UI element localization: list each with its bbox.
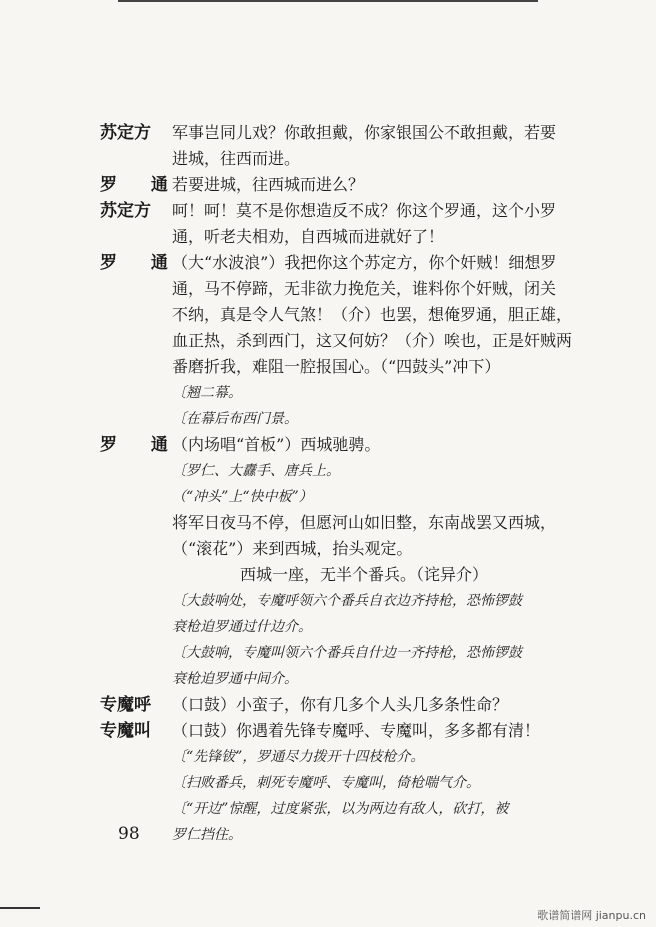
verse-block: [100, 510, 620, 588]
speech-text: [172, 172, 620, 198]
speaker-name: 苏定方: [100, 201, 151, 221]
speech-text: [172, 718, 620, 744]
speaker-name: 专魔呼: [100, 695, 151, 715]
speech-line: 若要进城，往西城而进么？: [172, 175, 365, 194]
speech-line: 军事岂同儿戏？你敢担戴，你家银国公不敢担戴，若要: [172, 123, 557, 142]
stage-line: 〔翘二幕。: [172, 385, 242, 401]
speech-text: [172, 432, 620, 458]
speech-line: 通，马不停蹄，无非欲力挽危关，谁料你个奸贼，闭关: [172, 279, 557, 298]
stage-line: 〔大鼓响处，专魔呼领六个番兵自衣边齐持枪，恐怖锣鼓: [172, 593, 522, 609]
speaker-name: 专魔叫: [100, 721, 151, 741]
dialogue-entry: [100, 198, 620, 250]
verse-text: [172, 510, 620, 588]
dialogue-entry: [100, 718, 620, 744]
bottom-rule: [0, 907, 40, 909]
stage-direction: [172, 380, 620, 432]
stage-line: 〔扫败番兵，刺死专魔呼、专魔叫，倚枪喘气介。: [172, 775, 480, 791]
speech-text: [172, 198, 620, 250]
stage-line: 〔“先锋钹”，罗通尽力拨开十四枝枪介。: [172, 749, 425, 765]
speech-line: 进城，往西而进。: [172, 149, 301, 168]
script-body: [100, 120, 620, 848]
speech-line: （大“水波浪”）我把你这个苏定方，你个奸贼！细想罗: [172, 253, 557, 272]
speech-text: [172, 692, 620, 718]
stage-line: 衰枪迫罗通中间介。: [172, 671, 298, 687]
stage-line: （“冲头”上“快中板”）: [172, 489, 313, 505]
verse-line: （“滚花”）来到西城，抬头观定。: [172, 539, 413, 558]
speech-line: 不纳，真是令人气煞！（介）也罢，想俺罗通，胆正雄，: [172, 305, 573, 324]
stage-line: 〔在幕后布西门景。: [172, 411, 298, 427]
stage-direction: [172, 458, 620, 510]
speech-line: （口鼓）你遇着先锋专魔呼、专魔叫，多多都有清！: [172, 721, 541, 740]
dialogue-entry: [100, 692, 620, 718]
watermark: 歌谱简谱网 jianpu.cn: [537, 909, 646, 922]
stage-line: 〔“开边”惊醒，过度紧张，以为两边有敌人，砍打，被: [172, 801, 509, 817]
stage-direction: [172, 588, 620, 692]
speech-line: （内场唱“首板”）西城驰骋。: [172, 435, 381, 454]
speech-line: 通，听老夫相劝，自西城而进就好了！: [172, 227, 445, 246]
verse-line: 将军日夜马不停，但愿河山如旧整，东南战罢又西城，: [172, 513, 557, 532]
speaker-name: 苏定方: [100, 123, 151, 143]
stage-direction: [172, 744, 620, 848]
speech-text: [172, 250, 620, 380]
dialogue-entry: [100, 120, 620, 172]
speech-line: 血正热，杀到西门，这又何妨？（介）唉也，正是奸贼两: [172, 331, 573, 350]
speech-line: （口鼓）小蛮子，你有几多个人头几多条性命？: [172, 695, 509, 714]
verse-line-indented: 西城一座，无半个番兵。（诧异介）: [240, 565, 489, 584]
dialogue-entry: [100, 172, 620, 198]
speech-line: 番磨折我，难阻一腔报国心。（“四鼓头”冲下）: [172, 357, 501, 376]
speaker-name: 罗 通: [100, 253, 182, 273]
top-rule: [118, 0, 538, 2]
speaker-name: 罗 通: [100, 175, 182, 195]
speech-line: 呵！呵！莫不是你想造反不成？你这个罗通，这个小罗: [172, 201, 557, 220]
stage-line: 衰枪迫罗通过什边介。: [172, 619, 312, 635]
speech-text: [172, 120, 620, 172]
stage-line: 〔罗仁、大纛手、唐兵上。: [172, 463, 340, 479]
stage-line: 〔大鼓响，专魔叫领六个番兵自什边一齐持枪，恐怖锣鼓: [172, 645, 522, 661]
stage-line: 罗仁挡住。: [172, 827, 242, 843]
dialogue-entry: [100, 250, 620, 380]
dialogue-entry: [100, 432, 620, 458]
speaker-name: 罗 通: [100, 435, 182, 455]
page-number: 98: [118, 824, 140, 844]
